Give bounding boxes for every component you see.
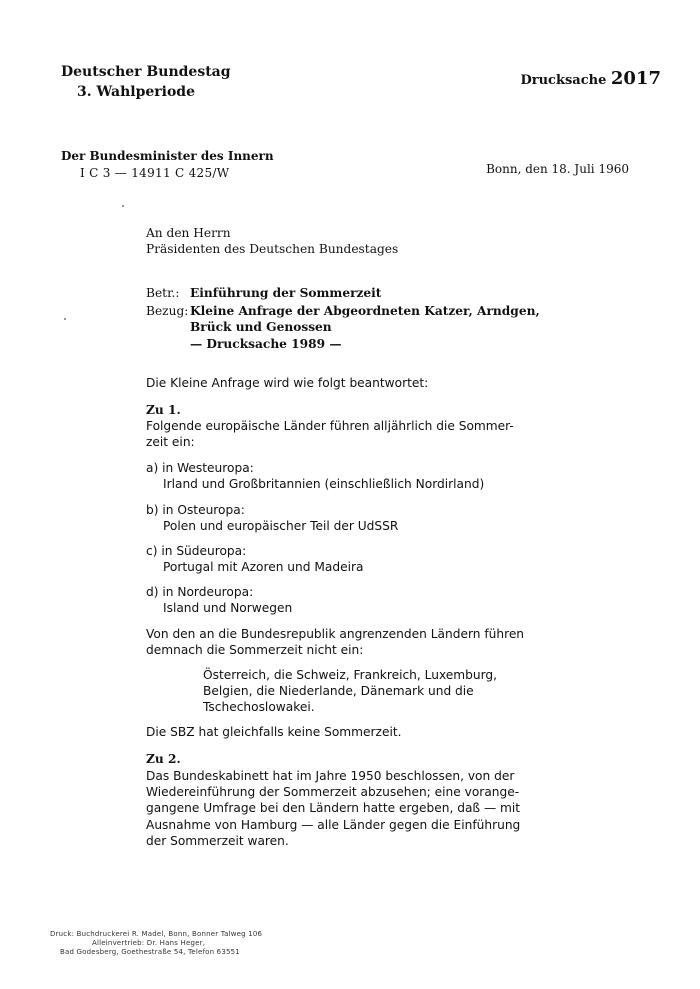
subject-text: Einführung der Sommerzeit [190, 286, 382, 300]
parliament-name: Deutscher Bundestag [61, 64, 231, 80]
paragraph-line: der Sommerzeit waren. [146, 834, 289, 848]
sbz-paragraph: Die SBZ hat gleichfalls keine Sommerzeit. [146, 725, 402, 739]
list-item-body: Polen und europäischer Teil der UdSSR [163, 519, 399, 533]
indented-line: Belgien, die Niederlande, Dänemark und die [203, 684, 474, 698]
reference-line: Kleine Anfrage der Abgeordneten Katzer, Arndgen, [190, 304, 540, 318]
drucksache-number: 2017 [610, 68, 661, 89]
distributor-info: Alleinvertrieb: Dr. Hans Heger, [92, 939, 206, 947]
legislative-period: 3. Wahlperiode [77, 84, 195, 100]
sender-minister: Der Bundesminister des Innern [61, 149, 274, 163]
printer-info: Druck: Buchdruckerei R. Madel, Bonn, Bonner Talweg 106 [50, 930, 263, 938]
paragraph-line: Von den an die Bundesrepublik angrenzenden Ländern führen [146, 627, 525, 641]
list-item-body: Portugal mit Azoren und Madeira [163, 560, 364, 574]
indented-line: Österreich, die Schweiz, Frankreich, Luxemburg, [203, 668, 498, 682]
section-heading-1: Zu 1. [146, 403, 181, 417]
list-item-heading: c) in Südeuropa: [146, 544, 247, 558]
reference-line: — Drucksache 1989 — [190, 337, 342, 351]
list-item-body: Island und Norwegen [163, 601, 293, 615]
paragraph-line: zeit ein: [146, 435, 195, 449]
paragraph-line: Folgende europäische Länder führen alljährlich die Sommer- [146, 419, 514, 433]
subject-label: Betr.: [146, 286, 180, 300]
document-number [520, 68, 661, 89]
list-item-body: Irland und Großbritannien (einschließlich Nordirland) [163, 477, 485, 491]
intro-paragraph: Die Kleine Anfrage wird wie folgt beantwortet: [146, 376, 429, 390]
scan-speck [122, 205, 124, 207]
reference-code: I C 3 — 14911 C 425/W [80, 166, 230, 180]
distributor-address: Bad Godesberg, Goethestraße 54, Telefon 63551 [60, 948, 240, 956]
indented-line: Tschechoslowakei. [203, 700, 315, 714]
paragraph-line: Das Bundeskabinett hat im Jahre 1950 beschlossen, von der [146, 769, 515, 783]
section-heading-2: Zu 2. [146, 752, 181, 766]
recipient-line: An den Herrn [146, 226, 231, 240]
reference-line: Brück und Genossen [190, 320, 332, 334]
drucksache-label: Drucksache [520, 73, 607, 88]
recipient-line: Präsidenten des Deutschen Bundestages [146, 242, 399, 256]
list-item-heading: b) in Osteuropa: [146, 503, 245, 517]
reference-label: Bezug: [146, 304, 189, 318]
paragraph-line: Ausnahme von Hamburg — alle Länder gegen die Einführung [146, 818, 521, 832]
letter-date: Bonn, den 18. Juli 1960 [486, 162, 629, 176]
list-item-heading: a) in Westeuropa: [146, 461, 254, 475]
paragraph-line: demnach die Sommerzeit nicht ein: [146, 643, 364, 657]
paragraph-line: Wiedereinführung der Sommerzeit abzusehen; eine vorange- [146, 785, 520, 799]
scan-speck [64, 318, 66, 320]
paragraph-line: gangene Umfrage bei den Ländern hatte ergeben, daß — mit [146, 801, 521, 815]
list-item-heading: d) in Nordeuropa: [146, 585, 254, 599]
